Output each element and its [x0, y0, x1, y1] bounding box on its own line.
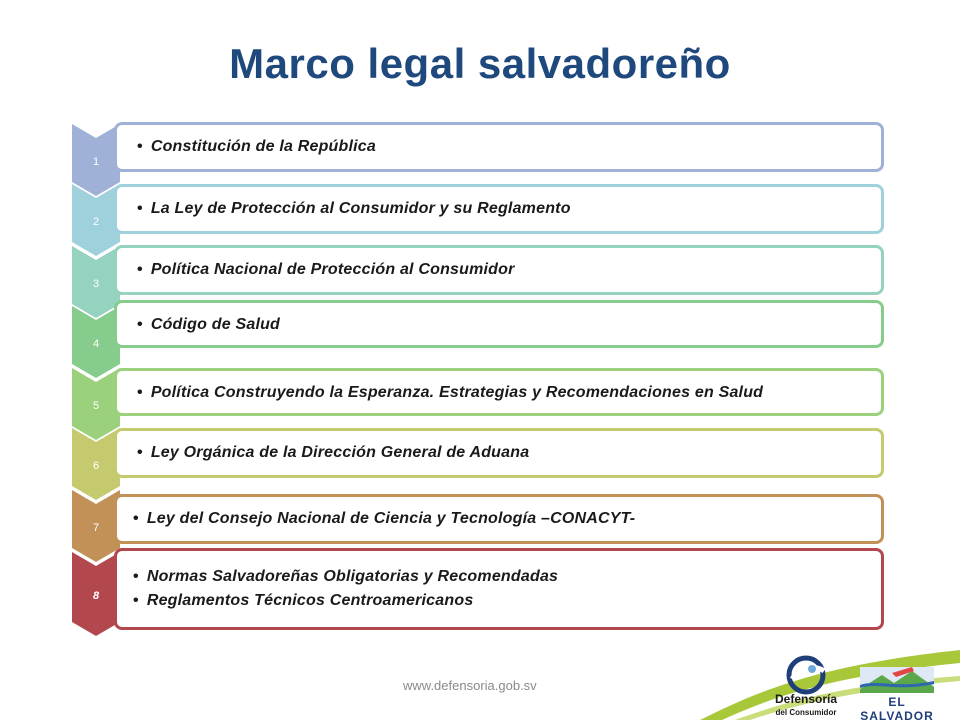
footer-url[interactable]: www.defensoria.gob.sv	[403, 678, 537, 693]
el-salvador-logo	[852, 665, 942, 723]
step-number: 5	[92, 400, 100, 412]
defensoria-logo	[768, 655, 844, 717]
el-salvador-logo-text: EL SALVADOR	[860, 695, 934, 723]
legal-item-text: • Constitución de la República	[137, 137, 881, 157]
page-title: Marco legal salvadoreño	[229, 40, 731, 87]
defensoria-logo-text: Defensoría	[774, 692, 838, 706]
defensoria-emblem-icon	[768, 655, 844, 695]
step-number: 6	[92, 460, 100, 472]
step-number: 3	[92, 278, 100, 290]
step-number: 8	[92, 590, 100, 602]
step-number: 1	[92, 156, 100, 168]
legal-item-text: • Reglamentos Técnicos Centroamericanos	[133, 589, 881, 613]
legal-item-text: • Código de Salud	[137, 315, 881, 335]
legal-item-text: • Política Construyendo la Esperanza. Estrategias y Recomendaciones en Salud	[137, 383, 881, 403]
el-salvador-emblem-icon	[852, 665, 942, 695]
legal-item-text: • Política Nacional de Protección al Consumidor	[137, 260, 881, 280]
legal-item-text: • La Ley de Protección al Consumidor y su Reglamento	[137, 199, 881, 219]
legal-item-text: • Normas Salvadoreñas Obligatorias y Recomendadas	[133, 565, 881, 589]
legal-item-text: • Ley Orgánica de la Dirección General de Aduana	[137, 443, 881, 463]
step-number: 2	[92, 216, 100, 228]
step-number: 7	[92, 522, 100, 534]
step-number: 4	[92, 338, 100, 350]
legal-item-text: • Ley del Consejo Nacional de Ciencia y Tecnología –CONACYT-	[133, 509, 881, 529]
defensoria-logo-subtext: del Consumidor	[775, 708, 837, 717]
